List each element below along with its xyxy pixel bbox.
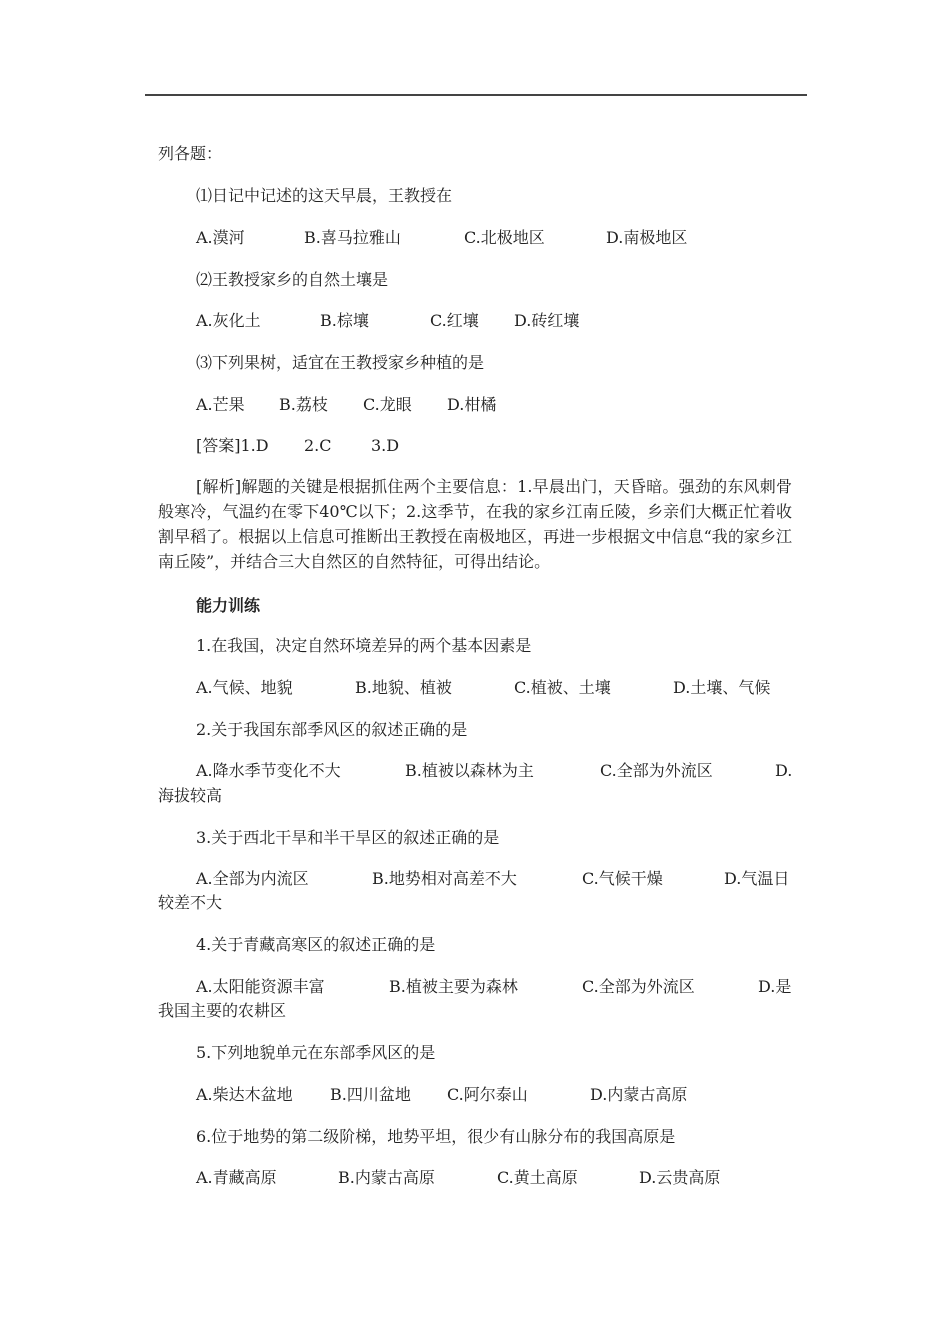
option-a: A.芒果 (196, 395, 245, 414)
analysis-paragraph: [解析]解题的关键是根据抓住两个主要信息：1.早晨出门，天昏暗。强劲的东风刺骨般寒冷，气温约在零下40℃以下；2.这季节，在我的家乡江南丘陵，乡亲们大概正忙着收割早稻了。根据以上信息可推断出王教授在南极地区，再进一步根据文中信息“我的家乡江南丘陵”，并结合三大自然区的自然特征，可得出结论。 (158, 477, 792, 571)
option-d: D.砖红壤 (514, 311, 580, 330)
option-d: D.云贵高原 (639, 1168, 721, 1187)
option-a: A.青藏高原 (196, 1168, 277, 1187)
option-b: B.内蒙古高原 (338, 1168, 435, 1187)
exercise-3-option-d-wrap: 较差不大 (158, 893, 223, 912)
option-d: D.柑橘 (447, 395, 497, 414)
option-c: C.气候干燥 (582, 869, 663, 888)
option-b: B.植被以森林为主 (405, 761, 534, 780)
option-a: A.灰化土 (196, 311, 261, 330)
option-a: A.气候、地貌 (196, 678, 293, 697)
exercise-2-option-d-wrap: 海拔较高 (158, 786, 223, 805)
question-3-stem: ⑶下列果树，适宜在王教授家乡种植的是 (196, 353, 485, 372)
option-b: B.喜马拉雅山 (304, 228, 401, 247)
option-d: D.南极地区 (606, 228, 688, 247)
option-b: B.荔枝 (279, 395, 328, 414)
option-a: A.漠河 (196, 228, 245, 247)
option-b: B.地势相对高差不大 (372, 869, 517, 888)
exercise-1-stem: 1.在我国，决定自然环境差异的两个基本因素是 (196, 636, 532, 655)
option-d: D. (775, 761, 793, 780)
option-a: A.柴达木盆地 (196, 1085, 293, 1104)
option-d: D.土壤、气候 (673, 678, 771, 697)
answer-3: 3.D (371, 436, 400, 455)
header-rule (145, 94, 807, 96)
exercise-4-option-d-wrap: 我国主要的农耕区 (158, 1001, 287, 1020)
answer-1: [答案]1.D (196, 436, 269, 455)
section-title: 能力训练 (196, 596, 261, 615)
option-c: C.全部为外流区 (582, 977, 695, 996)
option-a: A.降水季节变化不大 (196, 761, 341, 780)
option-c: C.阿尔泰山 (447, 1085, 528, 1104)
option-c: C.全部为外流区 (600, 761, 713, 780)
option-b: B.地貌、植被 (355, 678, 452, 697)
exercise-3-stem: 3.关于西北干旱和半干旱区的叙述正确的是 (196, 828, 500, 847)
option-a: A.全部为内流区 (196, 869, 309, 888)
exercise-2-stem: 2.关于我国东部季风区的叙述正确的是 (196, 720, 468, 739)
exercise-5-stem: 5.下列地貌单元在东部季风区的是 (196, 1043, 436, 1062)
question-1-stem: ⑴日记中记述的这天早晨，王教授在 (196, 186, 453, 205)
option-a: A.太阳能资源丰富 (196, 977, 325, 996)
question-2-stem: ⑵王教授家乡的自然土壤是 (196, 270, 389, 289)
intro-text: 列各题： (158, 144, 223, 163)
option-b: B.棕壤 (320, 311, 369, 330)
option-c: C.北极地区 (464, 228, 545, 247)
option-c: C.红壤 (430, 311, 479, 330)
option-c: C.植被、土壤 (514, 678, 611, 697)
option-c: C.黄土高原 (497, 1168, 578, 1187)
option-c: C.龙眼 (363, 395, 412, 414)
option-d: D.是 (758, 977, 792, 996)
exercise-6-stem: 6.位于地势的第二级阶梯，地势平坦，很少有山脉分布的我国高原是 (196, 1127, 676, 1146)
option-d: D.内蒙古高原 (590, 1085, 688, 1104)
option-b: B.植被主要为森林 (389, 977, 518, 996)
answer-2: 2.C (304, 436, 332, 455)
exercise-4-stem: 4.关于青藏高寒区的叙述正确的是 (196, 935, 436, 954)
option-d: D.气温日 (724, 869, 790, 888)
option-b: B.四川盆地 (330, 1085, 411, 1104)
